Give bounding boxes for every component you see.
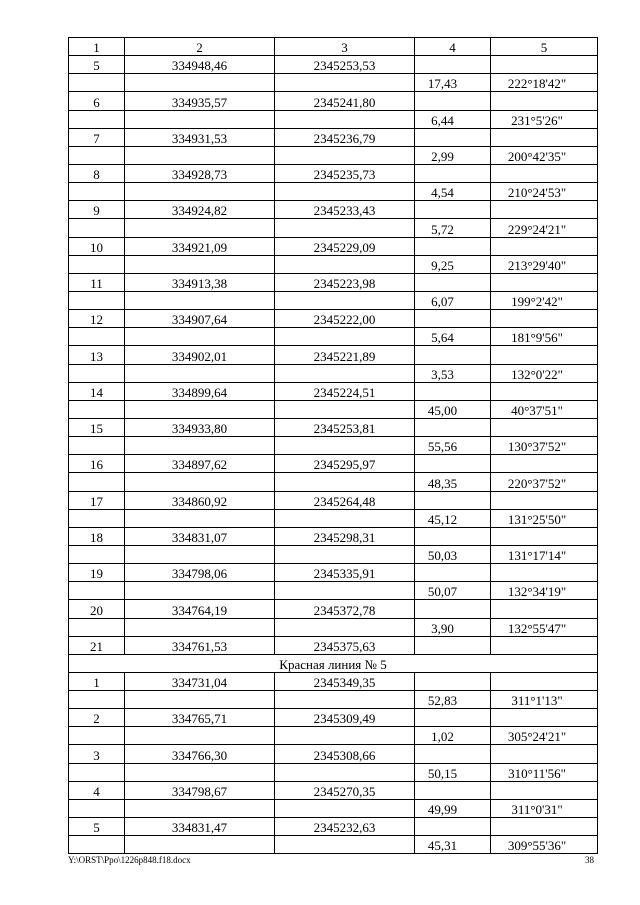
y-coordinate-cell: 2345232,63 xyxy=(275,818,415,836)
point-number-cell: 3 xyxy=(69,745,125,763)
direction-angle-cell xyxy=(491,92,598,110)
x-coordinate-cell: 334948,46 xyxy=(125,56,275,74)
y-coordinate-cell xyxy=(275,400,415,418)
y-coordinate-cell: 2345349,35 xyxy=(275,672,415,690)
distance-cell: 45,00 xyxy=(415,400,491,418)
direction-angle-cell xyxy=(491,237,598,255)
y-coordinate-cell: 2345236,79 xyxy=(275,128,415,146)
point-number-cell: 11 xyxy=(69,273,125,291)
direction-angle-cell: 40°37'51" xyxy=(491,400,598,418)
distance-cell: 55,56 xyxy=(415,437,491,455)
x-coordinate-cell: 334731,04 xyxy=(125,672,275,690)
table-header-row xyxy=(69,38,598,56)
point-number-cell xyxy=(69,582,125,600)
x-coordinate-cell xyxy=(125,291,275,309)
distance-cell: 17,43 xyxy=(415,74,491,92)
point-number-cell xyxy=(69,255,125,273)
point-number-cell: 12 xyxy=(69,310,125,328)
y-coordinate-cell xyxy=(275,473,415,491)
point-row xyxy=(69,92,598,110)
distance-cell xyxy=(415,201,491,219)
x-coordinate-cell xyxy=(125,727,275,745)
point-row xyxy=(69,201,598,219)
y-coordinate-cell xyxy=(275,146,415,164)
point-number-cell xyxy=(69,836,125,854)
y-coordinate-cell: 2345229,09 xyxy=(275,237,415,255)
segment-row xyxy=(69,799,598,817)
point-number-cell: 14 xyxy=(69,382,125,400)
x-coordinate-cell xyxy=(125,74,275,92)
point-row xyxy=(69,382,598,400)
direction-angle-cell xyxy=(491,128,598,146)
distance-cell: 6,44 xyxy=(415,110,491,128)
distance-cell: 5,64 xyxy=(415,328,491,346)
direction-angle-cell: 199°2'42" xyxy=(491,291,598,309)
x-coordinate-cell xyxy=(125,545,275,563)
x-coordinate-cell xyxy=(125,691,275,709)
y-coordinate-cell: 2345270,35 xyxy=(275,781,415,799)
segment-row xyxy=(69,582,598,600)
direction-angle-cell: 220°37'52" xyxy=(491,473,598,491)
footer-file-path: Y:\ORST\Ppo\1226p848.f18.docx xyxy=(68,855,191,865)
direction-angle-cell: 305°24'21" xyxy=(491,727,598,745)
y-coordinate-cell: 2345308,66 xyxy=(275,745,415,763)
distance-cell: 3,53 xyxy=(415,364,491,382)
direction-angle-cell: 132°0'22" xyxy=(491,364,598,382)
distance-cell: 1,02 xyxy=(415,727,491,745)
point-row xyxy=(69,527,598,545)
direction-angle-cell: 181°9'56" xyxy=(491,328,598,346)
distance-cell: 9,25 xyxy=(415,255,491,273)
distance-cell xyxy=(415,709,491,727)
y-coordinate-cell: 2345253,53 xyxy=(275,56,415,74)
point-number-cell xyxy=(69,328,125,346)
y-coordinate-cell xyxy=(275,799,415,817)
y-coordinate-cell: 2345375,63 xyxy=(275,636,415,654)
point-number-cell xyxy=(69,799,125,817)
distance-cell xyxy=(415,56,491,74)
segment-row xyxy=(69,509,598,527)
x-coordinate-cell xyxy=(125,364,275,382)
point-number-cell: 16 xyxy=(69,455,125,473)
distance-cell: 3,90 xyxy=(415,618,491,636)
x-coordinate-cell: 334924,82 xyxy=(125,201,275,219)
point-row xyxy=(69,709,598,727)
segment-row xyxy=(69,328,598,346)
y-coordinate-cell: 2345223,98 xyxy=(275,273,415,291)
header-cell: 5 xyxy=(491,38,598,56)
direction-angle-cell xyxy=(491,745,598,763)
direction-angle-cell: 310°11'56" xyxy=(491,763,598,781)
x-coordinate-cell: 334899,64 xyxy=(125,382,275,400)
x-coordinate-cell xyxy=(125,110,275,128)
distance-cell xyxy=(415,636,491,654)
point-row xyxy=(69,600,598,618)
section-title-row xyxy=(69,654,598,672)
segment-row xyxy=(69,110,598,128)
point-number-cell xyxy=(69,291,125,309)
distance-cell xyxy=(415,92,491,110)
distance-cell xyxy=(415,672,491,690)
point-row xyxy=(69,818,598,836)
y-coordinate-cell: 2345253,81 xyxy=(275,418,415,436)
header-cell: 4 xyxy=(415,38,491,56)
x-coordinate-cell: 334902,01 xyxy=(125,346,275,364)
point-number-cell: 1 xyxy=(69,672,125,690)
direction-angle-cell: 130°37'52" xyxy=(491,437,598,455)
point-number-cell xyxy=(69,509,125,527)
distance-cell: 6,07 xyxy=(415,291,491,309)
distance-cell: 48,35 xyxy=(415,473,491,491)
distance-cell xyxy=(415,600,491,618)
y-coordinate-cell: 2345295,97 xyxy=(275,455,415,473)
section-title: Красная линия № 5 xyxy=(69,654,598,672)
y-coordinate-cell: 2345221,89 xyxy=(275,346,415,364)
distance-cell xyxy=(415,273,491,291)
point-number-cell: 17 xyxy=(69,491,125,509)
distance-cell xyxy=(415,382,491,400)
x-coordinate-cell: 334931,53 xyxy=(125,128,275,146)
direction-angle-cell: 309°55'36" xyxy=(491,836,598,854)
x-coordinate-cell: 334766,30 xyxy=(125,745,275,763)
x-coordinate-cell: 334831,07 xyxy=(125,527,275,545)
y-coordinate-cell xyxy=(275,364,415,382)
distance-cell: 50,15 xyxy=(415,763,491,781)
point-number-cell: 9 xyxy=(69,201,125,219)
x-coordinate-cell: 334764,19 xyxy=(125,600,275,618)
distance-cell xyxy=(415,310,491,328)
point-number-cell xyxy=(69,727,125,745)
x-coordinate-cell: 334921,09 xyxy=(125,237,275,255)
point-number-cell: 5 xyxy=(69,818,125,836)
segment-row xyxy=(69,74,598,92)
distance-cell xyxy=(415,455,491,473)
segment-row xyxy=(69,437,598,455)
x-coordinate-cell xyxy=(125,328,275,346)
distance-cell: 2,99 xyxy=(415,146,491,164)
point-number-cell xyxy=(69,219,125,237)
direction-angle-cell xyxy=(491,527,598,545)
x-coordinate-cell: 334831,47 xyxy=(125,818,275,836)
x-coordinate-cell: 334897,62 xyxy=(125,455,275,473)
point-number-cell xyxy=(69,473,125,491)
distance-cell: 5,72 xyxy=(415,219,491,237)
point-number-cell: 21 xyxy=(69,636,125,654)
point-row xyxy=(69,672,598,690)
point-number-cell xyxy=(69,691,125,709)
point-row xyxy=(69,745,598,763)
point-number-cell: 20 xyxy=(69,600,125,618)
distance-cell xyxy=(415,564,491,582)
point-row xyxy=(69,346,598,364)
y-coordinate-cell xyxy=(275,836,415,854)
direction-angle-cell xyxy=(491,455,598,473)
y-coordinate-cell: 2345222,00 xyxy=(275,310,415,328)
segment-row xyxy=(69,618,598,636)
segment-row xyxy=(69,545,598,563)
segment-row xyxy=(69,691,598,709)
point-number-cell: 19 xyxy=(69,564,125,582)
y-coordinate-cell: 2345372,78 xyxy=(275,600,415,618)
x-coordinate-cell xyxy=(125,582,275,600)
y-coordinate-cell xyxy=(275,691,415,709)
direction-angle-cell: 131°25'50" xyxy=(491,509,598,527)
distance-cell xyxy=(415,745,491,763)
point-number-cell xyxy=(69,545,125,563)
direction-angle-cell xyxy=(491,672,598,690)
segment-row xyxy=(69,473,598,491)
x-coordinate-cell: 334928,73 xyxy=(125,164,275,182)
point-row xyxy=(69,418,598,436)
point-number-cell: 18 xyxy=(69,527,125,545)
point-number-cell xyxy=(69,74,125,92)
point-number-cell: 13 xyxy=(69,346,125,364)
x-coordinate-cell: 334907,64 xyxy=(125,310,275,328)
x-coordinate-cell xyxy=(125,219,275,237)
y-coordinate-cell xyxy=(275,582,415,600)
y-coordinate-cell: 2345309,49 xyxy=(275,709,415,727)
x-coordinate-cell xyxy=(125,255,275,273)
distance-cell xyxy=(415,346,491,364)
point-number-cell xyxy=(69,437,125,455)
distance-cell xyxy=(415,818,491,836)
segment-row xyxy=(69,183,598,201)
distance-cell xyxy=(415,237,491,255)
distance-cell xyxy=(415,527,491,545)
point-number-cell: 4 xyxy=(69,781,125,799)
x-coordinate-cell xyxy=(125,400,275,418)
segment-row xyxy=(69,146,598,164)
point-number-cell: 2 xyxy=(69,709,125,727)
distance-cell xyxy=(415,781,491,799)
direction-angle-cell xyxy=(491,709,598,727)
direction-angle-cell: 222°18'42" xyxy=(491,74,598,92)
direction-angle-cell xyxy=(491,781,598,799)
direction-angle-cell xyxy=(491,273,598,291)
direction-angle-cell xyxy=(491,310,598,328)
x-coordinate-cell: 334913,38 xyxy=(125,273,275,291)
point-row xyxy=(69,781,598,799)
y-coordinate-cell xyxy=(275,727,415,745)
y-coordinate-cell xyxy=(275,763,415,781)
x-coordinate-cell: 334798,06 xyxy=(125,564,275,582)
point-number-cell xyxy=(69,146,125,164)
distance-cell xyxy=(415,128,491,146)
point-number-cell: 15 xyxy=(69,418,125,436)
point-number-cell: 7 xyxy=(69,128,125,146)
y-coordinate-cell xyxy=(275,545,415,563)
y-coordinate-cell xyxy=(275,183,415,201)
header-cell: 3 xyxy=(275,38,415,56)
point-row xyxy=(69,310,598,328)
x-coordinate-cell: 334765,71 xyxy=(125,709,275,727)
distance-cell: 50,07 xyxy=(415,582,491,600)
point-row xyxy=(69,273,598,291)
direction-angle-cell: 229°24'21" xyxy=(491,219,598,237)
y-coordinate-cell: 2345241,80 xyxy=(275,92,415,110)
direction-angle-cell: 200°42'35" xyxy=(491,146,598,164)
point-number-cell: 6 xyxy=(69,92,125,110)
y-coordinate-cell xyxy=(275,74,415,92)
segment-row xyxy=(69,400,598,418)
segment-row xyxy=(69,364,598,382)
segment-row xyxy=(69,727,598,745)
direction-angle-cell: 311°0'31" xyxy=(491,799,598,817)
direction-angle-cell: 132°34'19" xyxy=(491,582,598,600)
x-coordinate-cell: 334860,92 xyxy=(125,491,275,509)
point-number-cell: 5 xyxy=(69,56,125,74)
direction-angle-cell xyxy=(491,201,598,219)
point-row xyxy=(69,636,598,654)
point-number-cell xyxy=(69,763,125,781)
distance-cell xyxy=(415,418,491,436)
point-number-cell: 8 xyxy=(69,164,125,182)
point-row xyxy=(69,128,598,146)
distance-cell: 50,03 xyxy=(415,545,491,563)
direction-angle-cell xyxy=(491,382,598,400)
segment-row xyxy=(69,763,598,781)
distance-cell: 49,99 xyxy=(415,799,491,817)
y-coordinate-cell xyxy=(275,291,415,309)
x-coordinate-cell xyxy=(125,618,275,636)
y-coordinate-cell: 2345264,48 xyxy=(275,491,415,509)
distance-cell: 4,54 xyxy=(415,183,491,201)
y-coordinate-cell xyxy=(275,328,415,346)
y-coordinate-cell: 2345233,43 xyxy=(275,201,415,219)
direction-angle-cell xyxy=(491,418,598,436)
segment-row xyxy=(69,255,598,273)
segment-row xyxy=(69,291,598,309)
y-coordinate-cell xyxy=(275,437,415,455)
y-coordinate-cell: 2345335,91 xyxy=(275,564,415,582)
point-number-cell xyxy=(69,364,125,382)
direction-angle-cell xyxy=(491,491,598,509)
direction-angle-cell: 210°24'53" xyxy=(491,183,598,201)
y-coordinate-cell xyxy=(275,110,415,128)
header-cell: 1 xyxy=(69,38,125,56)
x-coordinate-cell: 334798,67 xyxy=(125,781,275,799)
direction-angle-cell xyxy=(491,600,598,618)
point-row xyxy=(69,491,598,509)
x-coordinate-cell xyxy=(125,836,275,854)
y-coordinate-cell xyxy=(275,255,415,273)
direction-angle-cell xyxy=(491,56,598,74)
x-coordinate-cell: 334761,53 xyxy=(125,636,275,654)
distance-cell xyxy=(415,491,491,509)
direction-angle-cell xyxy=(491,164,598,182)
point-row xyxy=(69,56,598,74)
direction-angle-cell xyxy=(491,564,598,582)
direction-angle-cell: 231°5'26" xyxy=(491,110,598,128)
segment-row xyxy=(69,219,598,237)
x-coordinate-cell xyxy=(125,183,275,201)
x-coordinate-cell xyxy=(125,799,275,817)
direction-angle-cell: 132°55'47" xyxy=(491,618,598,636)
x-coordinate-cell xyxy=(125,146,275,164)
coordinates-table xyxy=(68,37,598,854)
distance-cell: 45,12 xyxy=(415,509,491,527)
direction-angle-cell: 131°17'14" xyxy=(491,545,598,563)
y-coordinate-cell xyxy=(275,509,415,527)
point-row xyxy=(69,164,598,182)
point-number-cell xyxy=(69,618,125,636)
distance-cell xyxy=(415,164,491,182)
x-coordinate-cell xyxy=(125,473,275,491)
x-coordinate-cell xyxy=(125,437,275,455)
x-coordinate-cell: 334933,80 xyxy=(125,418,275,436)
segment-row xyxy=(69,836,598,854)
footer-page-number: 38 xyxy=(585,855,594,865)
y-coordinate-cell xyxy=(275,219,415,237)
direction-angle-cell: 311°1'13" xyxy=(491,691,598,709)
point-row xyxy=(69,564,598,582)
y-coordinate-cell: 2345224,51 xyxy=(275,382,415,400)
direction-angle-cell: 213°29'40" xyxy=(491,255,598,273)
point-number-cell: 10 xyxy=(69,237,125,255)
x-coordinate-cell xyxy=(125,763,275,781)
point-row xyxy=(69,237,598,255)
direction-angle-cell xyxy=(491,818,598,836)
x-coordinate-cell: 334935,57 xyxy=(125,92,275,110)
direction-angle-cell xyxy=(491,636,598,654)
distance-cell: 45,31 xyxy=(415,836,491,854)
point-row xyxy=(69,455,598,473)
y-coordinate-cell: 2345298,31 xyxy=(275,527,415,545)
x-coordinate-cell xyxy=(125,509,275,527)
y-coordinate-cell: 2345235,73 xyxy=(275,164,415,182)
point-number-cell xyxy=(69,183,125,201)
distance-cell: 52,83 xyxy=(415,691,491,709)
y-coordinate-cell xyxy=(275,618,415,636)
point-number-cell xyxy=(69,110,125,128)
direction-angle-cell xyxy=(491,346,598,364)
point-number-cell xyxy=(69,400,125,418)
header-cell: 2 xyxy=(125,38,275,56)
